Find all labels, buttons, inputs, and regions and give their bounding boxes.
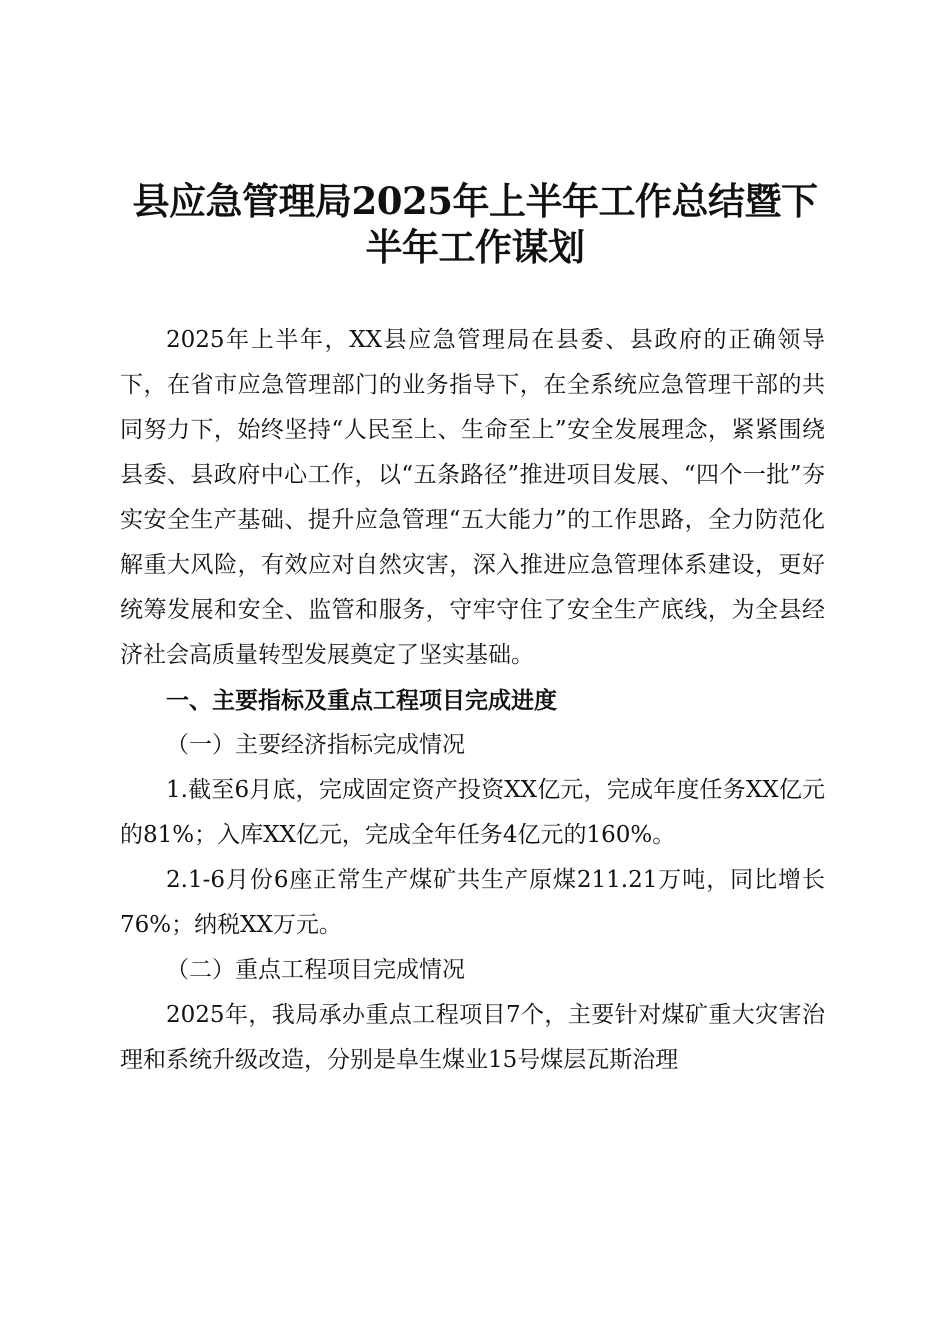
document-body: [120, 318, 825, 1083]
section-heading-1: 一、主要指标及重点工程项目完成进度: [166, 687, 557, 714]
subsection-heading-2: （二）重点工程项目完成情况: [166, 957, 465, 983]
projects-paragraph: 2025年，我局承办重点工程项目7个，主要针对煤矿重大灾害治理和系统升级改造，分别是阜生煤业15号煤层瓦斯治理: [120, 1002, 825, 1073]
document-title: 县应急管理局2025年上半年工作总结暨下半年工作谋划: [132, 179, 818, 269]
indicator-item-2: 2.1-6月份6座正常生产煤矿共生产原煤211.21万吨，同比增长76%；纳税XX万元。: [120, 867, 825, 938]
intro-paragraph: 2025年上半年，XX县应急管理局在县委、县政府的正确领导下，在省市应急管理部门的业务指导下，在全系统应急管理干部的共同努力下，始终坚持“人民至上、生命至上”安全发展理念，紧紧围绕县委、县政府中心工作，以“五条路径”推进项目发展、“四个一批”夯实安全生产基础、提升应急管理“五大能力”的工作思路，全力防范化解重大风险，有效应对自然灾害，深入推进应急管理体系建设，更好统筹发展和安全、监管和服务，守牢守住了安全生产底线，为全县经济社会高质量转型发展奠定了坚实基础。: [120, 327, 825, 668]
subsection-heading-1: （一）主要经济指标完成情况: [166, 732, 465, 758]
indicator-item-1: 1.截至6月底，完成固定资产投资XX亿元，完成年度任务XX亿元的81%；入库XX亿元，完成全年任务4亿元的160%。: [120, 777, 825, 848]
